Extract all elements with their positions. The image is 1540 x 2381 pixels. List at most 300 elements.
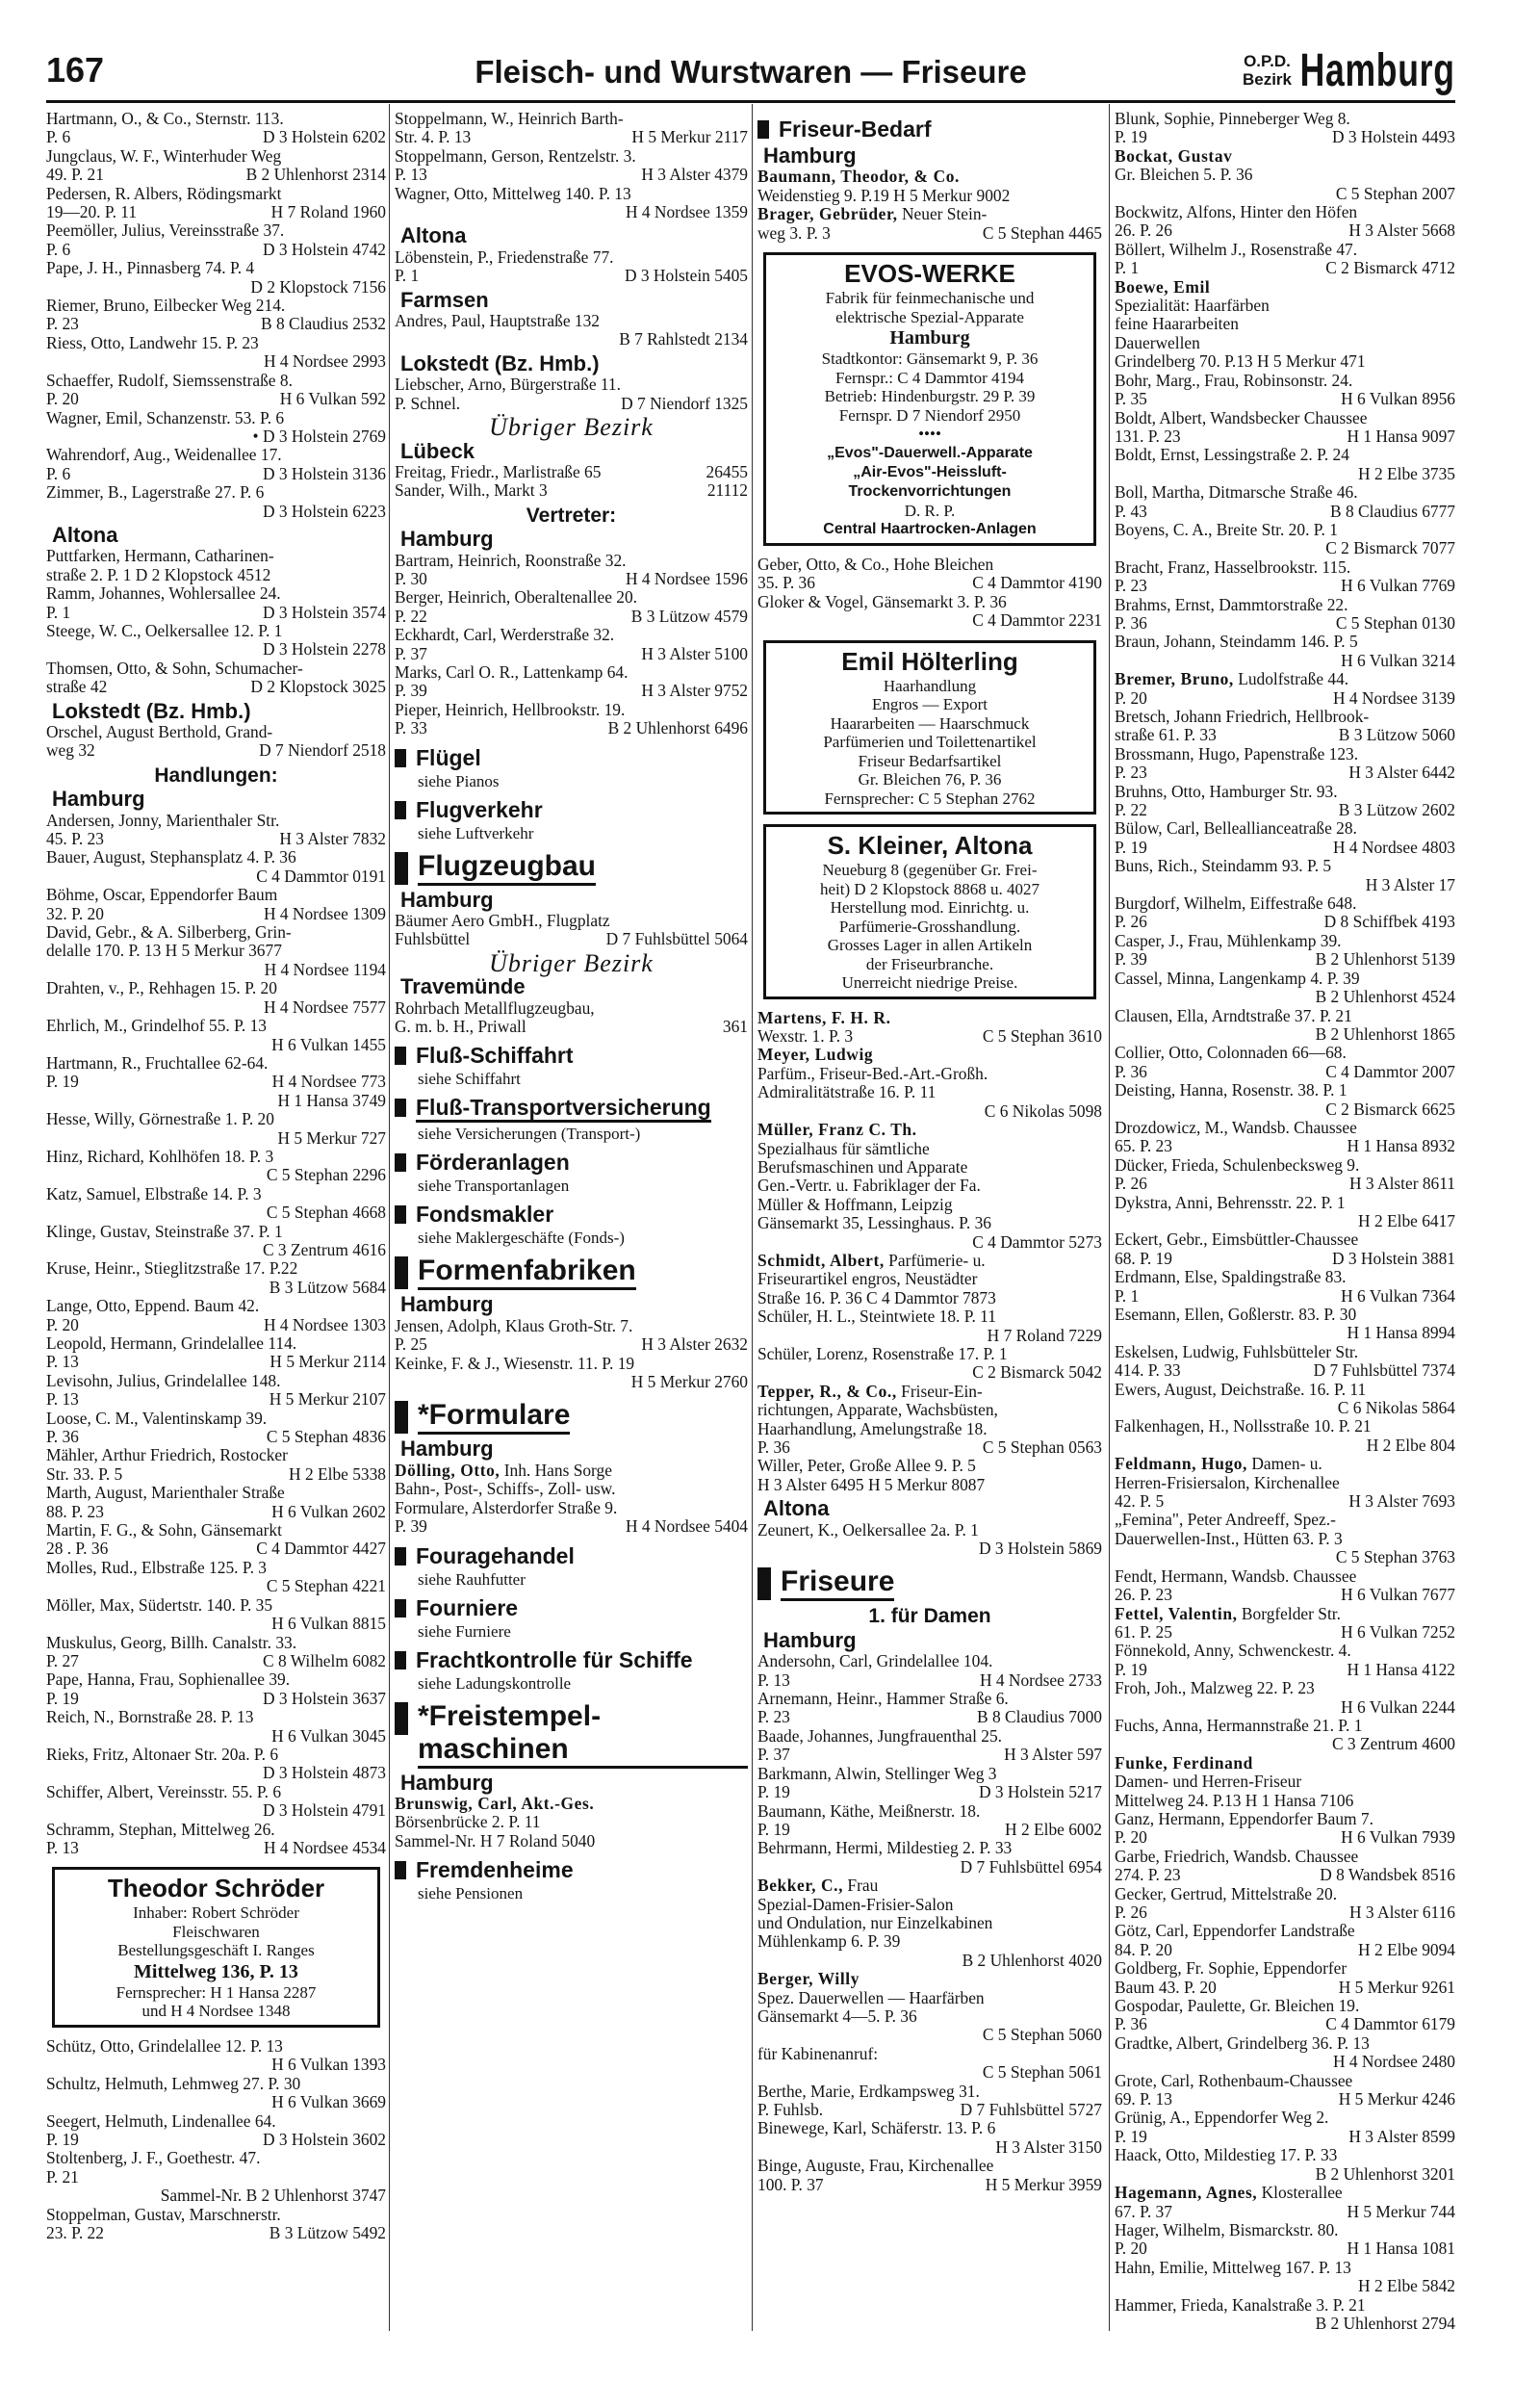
phone-number: Sammel-Nr. B 2 Uhlenhorst 3747 — [160, 2186, 386, 2206]
advertisement-box — [763, 640, 1096, 815]
ad-line: Neueburg 8 (gegenüber Gr. Frei- — [822, 861, 1038, 880]
listing-entry — [757, 2157, 1102, 2175]
listing-text: Borgfelder Str. — [1237, 1603, 1341, 1623]
listing-text: P. 23 — [1115, 763, 1147, 783]
phone-number: H 1 Hansa 8994 — [1347, 1323, 1455, 1343]
phone-number: H 3 Alster 8611 — [1349, 1174, 1455, 1194]
section-title: Fourniere — [416, 1594, 519, 1620]
listing-entry — [1115, 1361, 1455, 1380]
listing-text: Bockwitz, Alfons, Hinter den Höfen — [1115, 202, 1358, 222]
listing-text: 45. P. 23 — [46, 829, 104, 849]
listing-entry — [1115, 558, 1455, 577]
listing-entry — [757, 1196, 1102, 1214]
listing-text: Gloker & Vogel, Gänsemarkt 3. P. 36 — [757, 591, 1007, 611]
listing-entry — [46, 1203, 386, 1222]
listing-entry — [757, 1821, 1102, 1839]
listing-entry — [757, 1307, 1102, 1326]
listing-text: 69. P. 13 — [1115, 2089, 1172, 2109]
advertisement-box — [52, 1867, 380, 2028]
listing-entry — [395, 645, 748, 663]
listing-entry — [1115, 577, 1455, 595]
listing-entry — [757, 1065, 1102, 1083]
location-heading: Farmsen — [400, 287, 489, 312]
listing-entry — [46, 1484, 386, 1502]
listing-entry — [1115, 950, 1455, 969]
phone-number: D 3 Holstein 3602 — [262, 2129, 386, 2149]
listing-entry — [1115, 1717, 1455, 1735]
listing-entry — [1115, 1212, 1455, 1230]
listing-entry — [46, 1428, 386, 1446]
listing-entry — [46, 1297, 386, 1315]
column-1 — [46, 110, 386, 2242]
listing-text: Spezialhaus für sämtliche — [757, 1138, 930, 1158]
listing-entry — [46, 2112, 386, 2131]
section-title: Fouragehandel — [416, 1542, 575, 1568]
cross-reference: siehe Rauhfutter — [418, 1569, 526, 1589]
page-header — [46, 46, 1455, 96]
listing-text: P. 26 — [1115, 1902, 1147, 1922]
company-name: Müller, Franz C. Th. — [757, 1120, 917, 1140]
listing-entry — [46, 1129, 386, 1148]
header-rule — [46, 100, 1455, 103]
listing-entry — [1115, 1194, 1455, 1212]
listing-entry — [1115, 913, 1455, 931]
phone-number: B 3 Lützow 2602 — [1338, 800, 1455, 820]
listing-text: Wahrendorf, Aug., Weidenallee 17. — [46, 445, 282, 465]
listing-entry — [1115, 652, 1455, 670]
listing-text: Andersen, Jonny, Marienthaler Str. — [46, 810, 280, 830]
company-name: Bockat, Gustav — [1115, 145, 1233, 166]
phone-number: H 2 Elbe 5842 — [1358, 2276, 1455, 2296]
listing-entry — [46, 2187, 386, 2205]
listing-text: 68. P. 19 — [1115, 1248, 1172, 1268]
phone-number: D 3 Holstein 6202 — [262, 127, 386, 147]
listing-text: Blunk, Sophie, Pinneberger Weg 8. — [1115, 109, 1350, 128]
listing-text: Parfümerie- u. — [884, 1250, 986, 1270]
listing-text: P. 36 — [46, 1427, 79, 1447]
phone-number: H 6 Vulkan 1455 — [271, 1034, 386, 1054]
subsection-heading: Vertreter: — [526, 504, 617, 527]
listing-entry — [1115, 1885, 1455, 1903]
phone-number: H 1 Hansa 3749 — [277, 1090, 386, 1110]
ad-line: •••• — [918, 425, 941, 444]
listing-entry — [46, 2131, 386, 2149]
listing-entry — [1115, 2053, 1455, 2071]
listing-entry — [1115, 465, 1455, 483]
listing-entry — [46, 923, 386, 942]
listing-text: straße 2. P. 1 D 2 Klopstock 4512 — [46, 564, 271, 584]
listing-entry — [757, 1858, 1102, 1876]
listing-entry — [1115, 1866, 1455, 1884]
phone-number: H 5 Merkur 727 — [277, 1127, 386, 1148]
column-divider — [389, 104, 390, 2331]
company-name: Hagemann, Agnes, — [1115, 2183, 1258, 2203]
listing-entry — [1115, 783, 1455, 801]
listing-text: Arnemann, Heinr., Hammer Straße 6. — [757, 1689, 1009, 1709]
section-heading — [395, 1203, 748, 1227]
section-title: Frachtkontrolle für Schiffe — [416, 1646, 693, 1672]
listing-text: Hartmann, R., Fruchtallee 62-64. — [46, 1052, 269, 1073]
ad-line: Mittelweg 136, P. 13 — [134, 1960, 298, 1982]
phone-number: D 3 Holstein 6223 — [262, 501, 386, 521]
listing-entry — [46, 110, 386, 128]
listing-text: Zimmer, B., Lagerstraße 27. P. 6 — [46, 482, 265, 503]
listing-text: Ehrlich, M., Grindelhof 55. P. 13 — [46, 1016, 267, 1036]
listing-entry — [757, 205, 1102, 223]
phone-number: H 4 Nordsee 1194 — [264, 959, 386, 979]
company-name: Boewe, Emil — [1115, 276, 1211, 297]
phone-number: H 2 Elbe 9094 — [1358, 1939, 1455, 1959]
listing-text: Gecker, Gertrud, Mittelstraße 20. — [1115, 1883, 1338, 1903]
section-marker-icon — [395, 801, 406, 819]
listing-text: Pape, Hanna, Frau, Sophienallee 39. — [46, 1669, 291, 1690]
listing-text: 32. P. 20 — [46, 903, 104, 923]
phone-number: B 2 Uhlenhorst 3201 — [1315, 2163, 1455, 2184]
listing-text: P. Schnel. — [395, 393, 461, 413]
listing-text: Dauerwellen-Inst., Hütten 63. P. 3 — [1115, 1528, 1343, 1548]
listing-text: 67. P. 37 — [1115, 2201, 1172, 2221]
phone-number: C 4 Dammtor 4190 — [972, 573, 1102, 593]
listing-text: Gänsemarkt 35, Lessinghaus. P. 36 — [757, 1213, 991, 1233]
listing-text: Hartmann, O., & Co., Sternstr. 113. — [46, 109, 284, 128]
listing-entry — [46, 2075, 386, 2093]
listing-text: Pedersen, R. Albers, Rödingsmarkt — [46, 183, 282, 203]
listing-entry — [46, 1223, 386, 1241]
listing-entry — [1115, 801, 1455, 819]
listing-text: Fuchs, Anna, Hermannstraße 21. P. 1 — [1115, 1715, 1363, 1735]
company-name: Fettel, Valentin, — [1115, 1603, 1238, 1623]
listing-text: Damen- u. — [1247, 1454, 1322, 1474]
listing-entry — [46, 427, 386, 446]
section-marker-icon — [395, 1256, 408, 1289]
ad-line: und H 4 Nordsee 1348 — [141, 2002, 291, 2021]
listing-entry — [46, 1634, 386, 1652]
phone-number: H 3 Alster 2632 — [641, 1334, 748, 1355]
listing-text: Boldt, Ernst, Lessingstraße 2. P. 24 — [1115, 445, 1349, 465]
listing-entry — [1115, 1959, 1455, 1978]
phone-number: H 2 Elbe 6417 — [1358, 1210, 1455, 1230]
listing-text: P. 19 — [46, 1688, 79, 1708]
listing-text: P. 39 — [395, 681, 427, 701]
listing-text: Weidenstieg 9. P.19 H 5 Merkur 9002 — [757, 185, 1011, 205]
listing-entry — [46, 723, 386, 741]
listing-entry — [757, 2007, 1102, 2026]
cross-reference: siehe Schiffahrt — [418, 1070, 521, 1089]
location-heading: Altona — [52, 522, 118, 547]
listing-text: Mühlenkamp 6. P. 39 — [757, 1931, 901, 1952]
phone-number: D 7 Niendorf 1325 — [621, 393, 748, 413]
listing-entry — [395, 166, 748, 184]
listing-text: Börsenbrücke 2. P. 11 — [395, 1812, 541, 1832]
phone-number: B 3 Lützow 5060 — [1338, 725, 1455, 745]
section-title: Fluß-Schiffahrt — [416, 1043, 574, 1069]
listing-text: Jensen, Adolph, Klaus Groth-Str. 7. — [395, 1315, 633, 1335]
section-title: Friseur-Bedarf — [779, 116, 932, 142]
ad-line: EVOS-WERKE — [844, 259, 1015, 289]
listing-entry — [757, 1327, 1102, 1345]
phone-number: C 5 Stephan 4465 — [982, 222, 1102, 243]
section-marker-icon — [395, 1547, 406, 1566]
company-name: Baumann, Theodor, & Co. — [757, 167, 960, 187]
listing-text: Spezialität: Haarfärben — [1115, 296, 1270, 316]
listing-entry — [395, 719, 748, 738]
listing-entry — [46, 2224, 386, 2242]
listing-entry — [46, 1259, 386, 1278]
listing-entry — [757, 1121, 1102, 1139]
phone-number: C 4 Dammtor 5273 — [972, 1231, 1102, 1252]
listing-entry — [1115, 1007, 1455, 1025]
listing-entry — [757, 611, 1102, 630]
listing-text: weg 3. P. 3 — [757, 222, 831, 243]
cross-reference: siehe Furniere — [418, 1621, 511, 1641]
listing-entry — [46, 1054, 386, 1073]
listing-text: Hinz, Richard, Kohlhöfen 18. P. 3 — [46, 1146, 274, 1166]
ad-line: Parfümerie-Grosshandlung. — [838, 917, 1021, 936]
listing-entry — [1115, 2015, 1455, 2033]
section-marker-icon — [395, 1599, 406, 1618]
region-heading: Übriger Bezirk — [489, 413, 654, 442]
section-marker-icon — [395, 1047, 406, 1065]
phone-number: B 2 Uhlenhorst 4020 — [962, 1950, 1102, 1970]
listing-entry — [1115, 1698, 1455, 1717]
listing-entry — [757, 1989, 1102, 2007]
listing-entry — [395, 626, 748, 644]
company-name: Feldmann, Hugo, — [1115, 1454, 1248, 1474]
phone-number: D 3 Holstein 5869 — [978, 1539, 1102, 1559]
phone-number: H 6 Vulkan 2244 — [1341, 1696, 1455, 1717]
listing-entry — [1115, 1063, 1455, 1081]
section-title: Fondsmakler — [416, 1202, 554, 1228]
listing-text: P. 6 — [46, 463, 71, 483]
phone-number: D 7 Fuhlsbüttel 5727 — [960, 2100, 1102, 2119]
section-heading — [395, 1858, 748, 1882]
section-marker-icon — [395, 1861, 406, 1879]
listing-entry — [46, 622, 386, 640]
listing-entry — [757, 2101, 1102, 2119]
listing-entry — [395, 588, 748, 607]
listing-entry — [757, 1383, 1102, 1401]
listing-entry — [1115, 1436, 1455, 1455]
listing-text: Mittelweg 24. P.13 H 1 Hansa 7106 — [1115, 1790, 1354, 1810]
listing-text: Löbenstein, P., Friedenstraße 77. — [395, 246, 614, 267]
listing-text: und Ondulation, nur Einzelkabinen — [757, 1912, 993, 1932]
phone-number: C 2 Bismarck 4712 — [1325, 258, 1455, 278]
region-heading: Übriger Bezirk — [489, 948, 654, 977]
listing-entry — [1115, 894, 1455, 913]
listing-entry — [1115, 1530, 1455, 1548]
listing-entry — [46, 1446, 386, 1464]
listing-text: richtungen, Apparate, Wachsbüsten, — [757, 1400, 998, 1420]
phone-number: H 6 Vulkan 2602 — [271, 1501, 386, 1521]
listing-text: David, Gebr., & A. Silberberg, Grin- — [46, 922, 292, 943]
listing-entry — [757, 2176, 1102, 2194]
listing-entry — [1115, 1941, 1455, 1959]
phone-number: C 4 Dammtor 4427 — [256, 1539, 386, 1559]
listing-entry — [757, 1932, 1102, 1951]
ad-line: Emil Hölterling — [841, 646, 1018, 676]
listing-entry — [46, 1746, 386, 1764]
phone-number: H 4 Nordsee 1596 — [625, 568, 748, 588]
phone-number: C 5 Stephan 5060 — [982, 2025, 1102, 2045]
listing-text: P. 19 — [1115, 837, 1147, 857]
listing-entry — [1115, 1679, 1455, 1697]
listing-entry — [395, 110, 748, 128]
listing-entry — [46, 1110, 386, 1128]
listing-entry — [757, 1765, 1102, 1783]
listing-entry — [46, 1092, 386, 1110]
phone-number: H 6 Vulkan 8815 — [271, 1614, 386, 1634]
listing-entry — [1115, 726, 1455, 744]
section-title: Flugverkehr — [416, 796, 543, 822]
phone-number: C 4 Dammtor 2007 — [1325, 1061, 1455, 1081]
listing-text: Bracht, Franz, Hasselbrookstr. 115. — [1115, 556, 1351, 577]
ad-line: Herstellung mod. Einrichtg. u. — [830, 898, 1030, 918]
listing-entry — [1115, 427, 1455, 446]
phone-number: D 7 Fuhlsbüttel 6954 — [960, 1856, 1102, 1876]
listing-text: Parfüm., Friseur-Bed.-Art.-Großh. — [757, 1063, 988, 1083]
phone-number: H 3 Alster 4379 — [641, 165, 748, 185]
phone-number: H 2 Elbe 5338 — [289, 1463, 386, 1484]
listing-text: Schramm, Stephan, Mittelweg 26. — [46, 1819, 275, 1839]
listing-entry — [46, 1334, 386, 1353]
phone-number: H 5 Merkur 2107 — [269, 1389, 386, 1410]
section-title: *Formulare — [418, 1399, 570, 1435]
listing-text: weg 32 — [46, 740, 95, 761]
listing-text: Brossmann, Hugo, Papenstraße 123. — [1115, 743, 1359, 763]
listing-text: Schultz, Helmuth, Lehmweg 27. P. 30 — [46, 2073, 301, 2093]
listing-text: P. 30 — [395, 568, 427, 588]
cross-reference: siehe Maklergeschäfte (Fonds-) — [418, 1229, 625, 1248]
phone-number: H 4 Nordsee 1359 — [625, 202, 748, 222]
section-marker-icon — [395, 852, 408, 885]
listing-text: Leopold, Hermann, Grindelallee 114. — [46, 1333, 297, 1353]
listing-text: Goldberg, Fr. Sophie, Eppendorfer — [1115, 1958, 1348, 1979]
listing-text: Behrmann, Hermi, Mildestieg 2. P. 33 — [757, 1838, 1013, 1858]
listing-text: Fendt, Hermann, Wandsb. Chaussee — [1115, 1566, 1357, 1586]
listing-entry — [395, 330, 748, 349]
listing-entry — [757, 1652, 1102, 1670]
ad-line: Central Haartrocken-Anlagen — [823, 521, 1037, 538]
listing-entry — [1115, 315, 1455, 333]
phone-number: H 3 Alster 6116 — [1349, 1902, 1455, 1922]
phone-number: H 2 Elbe 3735 — [1358, 463, 1455, 483]
listing-entry — [46, 2149, 386, 2167]
listing-entry — [1115, 1492, 1455, 1511]
listing-entry — [395, 312, 748, 330]
listing-text: Loose, C. M., Valentinskamp 39. — [46, 1408, 268, 1428]
listing-entry — [757, 1140, 1102, 1158]
ad-line: Haararbeiten — Haarschmuck — [830, 713, 1030, 733]
listing-entry — [46, 867, 386, 886]
ad-line: Trockenvorrichtungen — [848, 482, 1012, 500]
phone-number: H 5 Merkur 9261 — [1338, 1977, 1455, 1997]
listing-entry — [46, 1764, 386, 1782]
listing-entry — [1115, 2259, 1455, 2277]
listing-text: Thomsen, Otto, & Sohn, Schumacher- — [46, 658, 303, 678]
listing-text: Falkenhagen, H., Nollsstraße 10. P. 21 — [1115, 1416, 1372, 1436]
listing-entry — [1115, 988, 1455, 1006]
phone-number: H 3 Alster 3150 — [995, 2136, 1102, 2157]
listing-entry — [1115, 1287, 1455, 1306]
subsection-heading: 1. für Damen — [868, 1605, 991, 1628]
listing-entry — [46, 1540, 386, 1558]
listing-entry — [46, 334, 386, 352]
section-marker-icon — [395, 1099, 406, 1117]
listing-entry — [757, 168, 1102, 186]
listing-entry — [46, 1596, 386, 1615]
listing-text: Sander, Wilh., Markt 3 — [395, 480, 548, 501]
listing-entry — [1115, 166, 1455, 184]
listing-entry — [757, 1438, 1102, 1457]
listing-text: Burgdorf, Wilhelm, Eiffestraße 648. — [1115, 893, 1357, 914]
cross-reference: siehe Ladungskontrolle — [418, 1673, 572, 1693]
listing-entry — [757, 187, 1102, 205]
listing-text: Bartram, Heinrich, Roonstraße 32. — [395, 550, 627, 570]
listing-text: Grünig, A., Eppendorfer Weg 2. — [1115, 2108, 1329, 2128]
listing-text: straße 61. P. 33 — [1115, 725, 1217, 745]
listing-text: Hager, Wilhelm, Bismarckstr. 80. — [1115, 2219, 1339, 2239]
listing-entry — [46, 2168, 386, 2187]
listing-entry — [46, 2093, 386, 2111]
listing-entry — [395, 1795, 748, 1813]
listing-text: Freitag, Friedr., Marlistraße 65 — [395, 461, 602, 481]
listing-text: P. 20 — [46, 389, 79, 409]
listing-text: Boll, Martha, Ditmarsche Straße 46. — [1115, 482, 1358, 503]
listing-entry — [757, 1009, 1102, 1027]
ad-line: Haarhandlung — [883, 676, 977, 695]
phone-number: H 5 Merkur 4246 — [1338, 2089, 1455, 2109]
listing-entry — [1115, 2090, 1455, 2109]
company-name: Funke, Ferdinand — [1115, 1752, 1253, 1773]
listing-text: Geber, Otto, & Co., Hohe Bleichen — [757, 555, 994, 575]
listing-text: Barkmann, Alwin, Stellinger Weg 3 — [757, 1763, 997, 1783]
listing-text: Böllert, Wilhelm J., Rosenstraße 47. — [1115, 239, 1358, 259]
listing-text: P. 39 — [395, 1516, 427, 1537]
phone-number: H 5 Merkur 2760 — [630, 1372, 748, 1392]
phone-number: C 6 Nikolas 5098 — [984, 1100, 1102, 1121]
listing-text: Kruse, Heinr., Stieglitzstraße 17. P.22 — [46, 1258, 298, 1279]
listing-text: 28 . P. 36 — [46, 1539, 109, 1559]
cross-reference: siehe Transportanlagen — [418, 1177, 570, 1196]
ad-line: „Evos"-Dauerwell.-Apparate — [827, 444, 1033, 461]
section-title: Fluß-Transportversicherung — [416, 1096, 711, 1123]
phone-number: H 3 Alster 6442 — [1348, 763, 1455, 783]
listing-entry — [395, 1813, 748, 1831]
listing-entry — [46, 1036, 386, 1054]
listing-text: Marks, Carl O. R., Lattenkamp 64. — [395, 661, 629, 682]
phone-number: B 3 Lützow 5492 — [269, 2222, 386, 2242]
ad-line: „Air-Evos"-Heissluft- — [853, 463, 1007, 480]
listing-entry — [1115, 1848, 1455, 1866]
phone-number: C 5 Stephan 4221 — [266, 1576, 386, 1596]
listing-entry — [395, 203, 748, 221]
phone-number: H 3 Alster 17 — [1365, 874, 1455, 894]
listing-entry — [757, 1233, 1102, 1252]
phone-number: 21112 — [706, 480, 748, 501]
phone-number: H 2 Elbe 804 — [1366, 1435, 1455, 1455]
listing-entry — [46, 640, 386, 659]
listing-entry — [1115, 857, 1455, 875]
listing-entry — [46, 2206, 386, 2224]
listing-text: Binewege, Karl, Schäferstr. 13. P. 6 — [757, 2118, 996, 2138]
listing-text: Orschel, August Berthold, Grand- — [46, 722, 273, 741]
listing-text: 274. P. 23 — [1115, 1865, 1181, 1885]
listing-entry — [46, 848, 386, 867]
section-heading — [395, 1399, 748, 1435]
listing-entry — [395, 999, 748, 1018]
listing-entry — [46, 979, 386, 997]
listing-entry — [757, 2138, 1102, 2157]
